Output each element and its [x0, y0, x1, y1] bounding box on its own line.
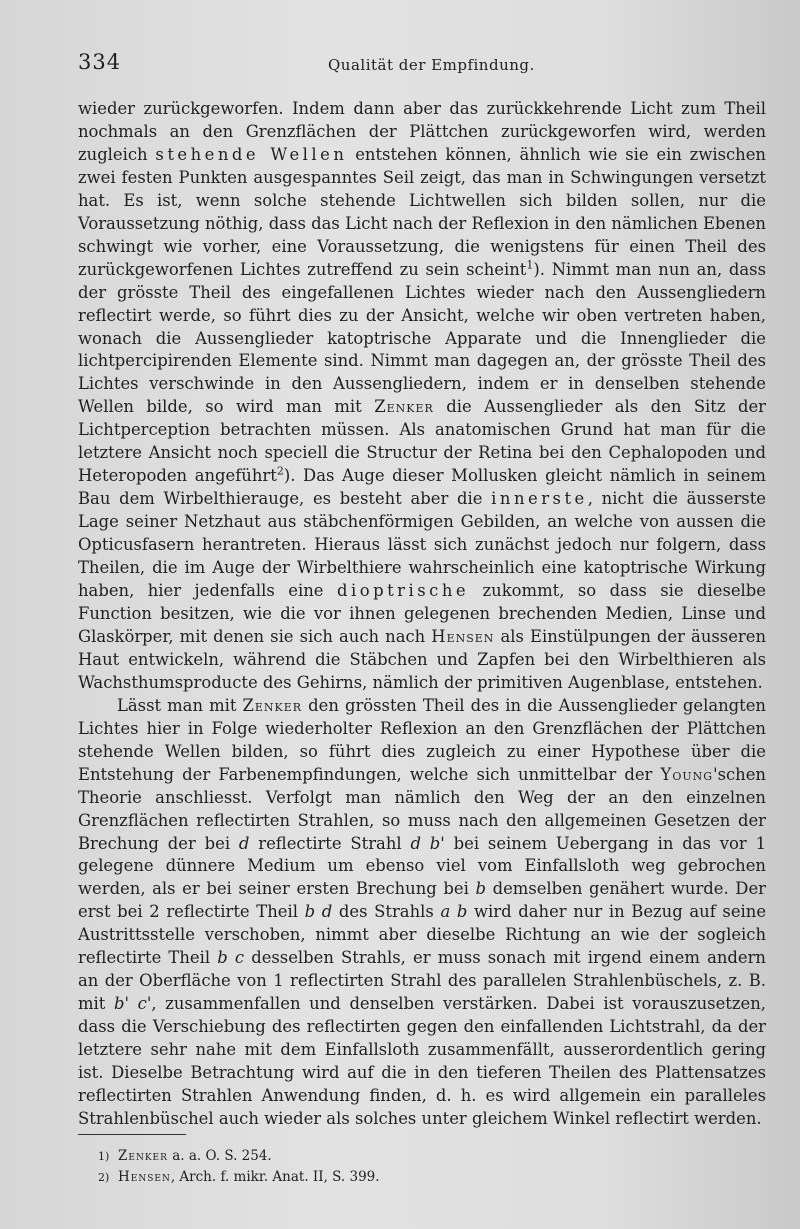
running-title: Qualität der Empfindung. — [328, 56, 535, 74]
paragraph-1 — [78, 98, 766, 695]
main-text — [78, 98, 766, 1131]
math-symbol: d b' — [410, 833, 445, 853]
text-run: die Aussenglieder als den Sitz der Lichtperception betrachten müssen. Als anatomischen Grund hat man für die letztere Ansicht noch speciell die Structur der Retina bei den Cephalopoden und Heteropoden angeführt — [78, 397, 766, 486]
math-symbol: a b — [440, 902, 468, 922]
footnote-1 — [98, 1146, 678, 1167]
text-run: den grössten Theil des in die Aussenglieder gelangten Lichtes hier in Folge wiederholter Reflexion an den Grenzflächen der Plättchen stehende Wellen bilden, so führt dies zugleich zu einer Hypothese über die Entstehung der Farbenempfindungen, welche sich unmittelbar der — [78, 695, 766, 784]
text-run: ). Nimmt man nun an, dass der grösste Theil des eingefallenen Lichtes wieder nach den Aussengliedern reflectirt werde, so führt dies zu der Ansicht, welche wir oben vertreten haben, wonach die Aussenglieder katoptrische Apparate und die Innenglieder die lichtpercipirenden Elemente sind. Nimmt man dagegen an, der grösste Theil des Lichtes verschwinde in den Aussengliedern, indem er in denselben stehende Wellen bilde, so wird man mit — [78, 259, 766, 417]
text-run: 'schen Theorie anschliesst. Verfolgt man nämlich den Weg der an den einzelnen Grenzflächen reflectirten Strahlen, so muss nach den allgemeinen Gesetzen der Brechung der bei — [78, 764, 766, 853]
footnote-author: Hensen — [118, 1169, 171, 1185]
math-symbol: b' c' — [114, 994, 152, 1014]
text-run: wieder zurückgeworfen. Indem dann aber das zurückkehrende Licht zum Theil nochmals an den Grenzflächen der Plättchen zurückgeworfen wird, werden zugleich — [78, 99, 766, 164]
spaced-emphasis: dioptrische — [336, 581, 470, 601]
footnote-author: Zenker — [118, 1148, 168, 1164]
footnote-ref-1[interactable]: 1 — [526, 258, 534, 272]
author-name: Hensen — [431, 626, 495, 646]
text-run: , zusammenfallen und denselben verstärken. Dabei ist vorauszusetzen, dass die Verschiebung des reflectirten gegen den einfallenden Lichtstrahl, da der letztere sehr nahe mit dem Einfallsloth zusammenfällt, ausserordentlich gering ist. Dieselbe Betrachtung wird auf die in den tieferen Theilen des Plattensatzes reflectirten Strahlen Anwendung finden, d. h. es wird allgemein ein paralleles Strahlenbüschel auch wieder als solches unter gleichem Winkel reflectirt werden. — [78, 994, 766, 1128]
math-symbol: d — [238, 833, 250, 853]
footnote-text: a. a. O. S. 254. — [167, 1148, 272, 1164]
page-header — [78, 50, 768, 80]
author-name: Zenker — [374, 397, 434, 417]
spaced-emphasis: innerste — [491, 489, 588, 509]
footnote-number: 1) — [98, 1150, 110, 1163]
footnote-divider — [78, 1134, 186, 1135]
paragraph-2 — [78, 695, 766, 1131]
footnote-2 — [98, 1167, 678, 1188]
author-name: Young — [660, 764, 714, 784]
text-run: ). Das Auge dieser Mollusken gleicht nämlich in seinem Bau dem Wirbelthierauge, es besteht aber die — [78, 466, 766, 509]
footnote-number: 2) — [98, 1171, 110, 1184]
math-symbol: b c — [217, 948, 245, 968]
math-symbol: b d — [304, 902, 333, 922]
author-name: Zenker — [242, 695, 303, 715]
math-symbol: b — [475, 879, 486, 899]
text-run: bei seinem Uebergang in das vor 1 gelegene dünnere Medium um ebenso viel vom Einfallsloth weg gebrochen werden, als er bei seiner ersten Brechung bei — [78, 833, 767, 899]
footnotes — [98, 1146, 678, 1188]
text-run: des Strahls — [332, 902, 441, 922]
text-run: desselben Strahls, er muss sonach mit irgend einem andern an der Oberfläche von 1 reflectirten Strahl des parallelen Strahlenbüschels, z. B. mit — [78, 948, 766, 1014]
text-run: als Einstülpungen der äusseren Haut entwickeln, während die Stäbchen und Zapfen bei den Wirbelthieren als Wachsthumsproducte des Gehirns, nämlich der primitiven Augenblase, entstehen. — [78, 626, 767, 692]
text-run: demselben genähert wurde. Der erst bei 2 reflectirte Theil — [78, 879, 766, 922]
text-run: , nicht die äusserste Lage seiner Netzhaut aus stäbchenförmigen Gebilden, an welche von aussen die Opticusfasern herantreten. Hieraus lässt sich zunächst jedoch nur folgern, dass Theilen, die im Auge der Wirbelthiere wahrscheinlich eine katoptrische Wirkung haben, hier jedenfalls eine — [78, 489, 766, 601]
text-run: Lässt man mit — [117, 695, 243, 715]
footnote-ref-2[interactable]: 2 — [276, 464, 284, 478]
text-run: reflectirte Strahl — [249, 833, 411, 853]
page-number: 334 — [78, 50, 122, 74]
footnote-text: , Arch. f. mikr. Anat. II, S. 399. — [170, 1169, 380, 1185]
text-run: wird daher nur in Bezug auf seine Austrittsstelle verschoben, nimmt aber dieselbe Richtung an wie der sogleich reflectirte Theil — [78, 902, 767, 968]
spaced-emphasis: stehende Wellen — [155, 144, 348, 164]
text-run: entstehen können, ähnlich wie sie ein zwischen zwei festen Punkten ausgespanntes Seil zeigt, das man in Schwingungen versetzt hat. Es ist, wenn solche stehende Lichtwellen sich bilden sollen, nur die Voraussetzung nöthig, dass das Licht nach der Reflexion in den nämlichen Ebenen schwingt wie vorher, eine Voraussetzung, die wenigstens für einen Theil des zurückgeworfenen Lichtes zutreffend zu sein scheint — [78, 144, 766, 279]
text-run: zukommt, so dass sie dieselbe Function besitzen, wie die vor ihnen gelegenen brechenden Medien, Linse und Glaskörper, mit denen sie sich auch nach — [78, 581, 766, 646]
